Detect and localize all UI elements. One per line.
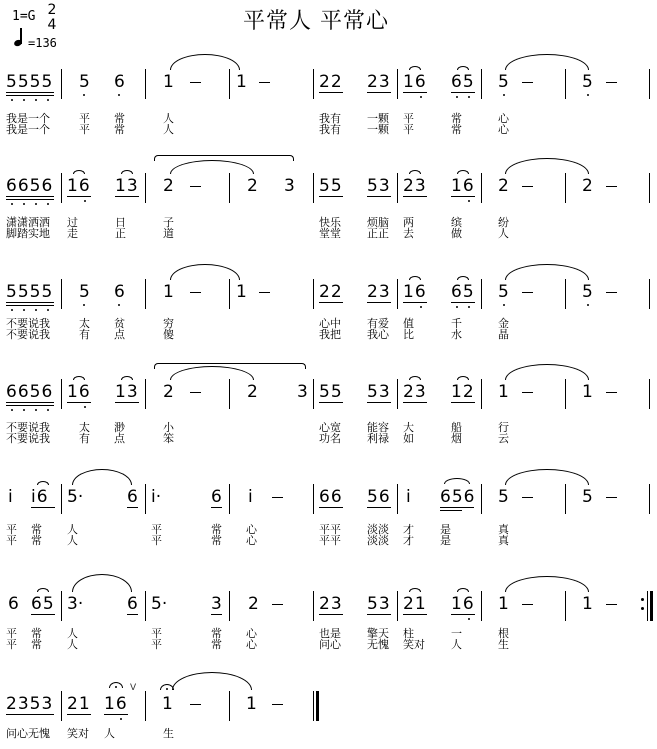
lyric: 柱 (403, 627, 414, 640)
lyric: 水 (451, 328, 462, 341)
lyric: 脚踏实地 (6, 227, 50, 240)
lyric: 常 (31, 523, 42, 536)
note: 3 (297, 382, 308, 402)
lyric: 擎天 (367, 627, 389, 640)
note-group: 16 (67, 176, 91, 196)
time-signature (45, 3, 59, 33)
note-group: 16 (104, 694, 128, 714)
lyric: 才 (403, 523, 414, 536)
lyric: 心宽 (319, 421, 341, 434)
lyric: 潇潇洒洒 (6, 216, 50, 229)
lyric: 点 (114, 328, 125, 341)
note: 1 (246, 694, 257, 714)
time-signature-bottom: 4 (47, 17, 57, 33)
note-group: 22 (319, 72, 343, 92)
lyric: 常 (114, 112, 125, 125)
lyric: 常 (451, 123, 462, 136)
note-group: 21 (403, 594, 427, 614)
lyric: 平平 (319, 523, 341, 536)
lyric: 是 (440, 534, 451, 547)
lyric: 平平 (319, 534, 341, 547)
lyric: 我有 (319, 112, 341, 125)
lyric: 常 (31, 627, 42, 640)
lyric: 金 (498, 317, 509, 330)
lyric: 有 (79, 432, 90, 445)
lyric: 功名 (319, 432, 341, 445)
lyric: 心 (246, 523, 257, 536)
lyric: 平 (79, 123, 90, 136)
lyric: 常 (114, 123, 125, 136)
note: 5· (67, 487, 84, 507)
lyric: 无愧 (367, 638, 389, 651)
lyric: 大 (403, 421, 414, 434)
lyric: 渺 (114, 421, 125, 434)
note: 6 (114, 282, 125, 302)
lyric: 不要说我 (6, 328, 50, 341)
lyric: 两 (403, 216, 414, 229)
lyric: 真 (498, 523, 509, 536)
lyric: 平 (6, 627, 17, 640)
note: 1 (163, 72, 174, 92)
lyric: 如 (403, 432, 414, 445)
note-group: 53 (367, 176, 391, 196)
note: 5 (79, 282, 90, 302)
lyric: 船 (451, 421, 462, 434)
lyric: 道 (163, 227, 174, 240)
lyric: 晶 (498, 328, 509, 341)
note-group: 23 (319, 594, 343, 614)
lyric: 生 (498, 638, 509, 651)
note-group: 56 (367, 487, 391, 507)
note-group: 5555 (6, 72, 54, 92)
lyric: 云 (498, 432, 509, 445)
lyric: 问心 (319, 638, 341, 651)
note: 5 (498, 282, 509, 302)
note-group: 21 (67, 694, 91, 714)
note-group: 22 (319, 282, 343, 302)
lyric: 有 (79, 328, 90, 341)
lyric: 平 (6, 638, 17, 651)
lyric: 常 (211, 627, 222, 640)
lyric: 值 (403, 317, 414, 330)
lyric: 也是 (319, 627, 341, 640)
note-group: 12 (451, 382, 475, 402)
note-group: 2353 (6, 694, 54, 714)
note-group: 6656 (6, 176, 54, 196)
note: 1 (582, 594, 593, 614)
lyric: 有爱 (367, 317, 389, 330)
lyric: 太 (79, 421, 90, 434)
lyric: 人 (451, 638, 462, 651)
lyric: 平 (151, 523, 162, 536)
lyric: 心 (498, 123, 509, 136)
note: 2 (163, 176, 174, 196)
lyric: 人 (67, 638, 78, 651)
lyric: 常 (451, 112, 462, 125)
lyric: 笨 (163, 432, 174, 445)
lyric: 我把 (319, 328, 341, 341)
lyric: 问心无愧 (6, 727, 50, 740)
song-title: 平常人 平常心 (243, 9, 389, 34)
note-group: 55 (319, 176, 343, 196)
lyric: 傻 (163, 328, 174, 341)
lyric: 点 (114, 432, 125, 445)
lyric: 不要说我 (6, 317, 50, 330)
note-group: 23 (403, 176, 427, 196)
note: i (406, 487, 411, 507)
note: 1 (236, 72, 247, 92)
note: i· (151, 487, 162, 507)
lyric: 走 (67, 227, 78, 240)
note: 1 (236, 282, 247, 302)
lyric: 心 (246, 627, 257, 640)
lyric: 太 (79, 317, 90, 330)
note: 6 (8, 594, 19, 614)
lyric: 常 (31, 638, 42, 651)
lyric: 人 (67, 627, 78, 640)
lyric: 我是一个 (6, 112, 50, 125)
lyric: 贫 (114, 317, 125, 330)
lyric: 常 (31, 534, 42, 547)
lyric: 堂堂 (319, 227, 341, 240)
note: 1 (582, 382, 593, 402)
lyric: 人 (104, 727, 115, 740)
lyric: 缤 (451, 216, 462, 229)
note-group: 6656 (6, 382, 54, 402)
lyric: 人 (67, 534, 78, 547)
lyric: 生 (163, 727, 174, 740)
breath-mark-icon: V (130, 683, 137, 693)
note-group: 16 (451, 176, 475, 196)
note: 2 (248, 594, 259, 614)
note-group: 16 (67, 382, 91, 402)
note-group: 5555 (6, 282, 54, 302)
lyric: 心 (246, 638, 257, 651)
lyric: 纷 (498, 216, 509, 229)
lyric: 做 (451, 227, 462, 240)
lyric: 真 (498, 534, 509, 547)
note: 5 (79, 72, 90, 92)
lyric: 我有 (319, 123, 341, 136)
lyric: 心 (246, 534, 257, 547)
note: 1 (163, 282, 174, 302)
note-group: 13 (115, 176, 139, 196)
note-group: 13 (115, 382, 139, 402)
lyric: 平 (6, 523, 17, 536)
lyric: 正正 (367, 227, 389, 240)
lyric: 平 (151, 627, 162, 640)
lyric: 比 (403, 328, 414, 341)
lyric: 子 (163, 216, 174, 229)
note-group: 65 (451, 72, 475, 92)
lyric: 烟 (451, 432, 462, 445)
lyric: 过 (67, 216, 78, 229)
note: 5 (582, 487, 593, 507)
lyric: 笑对 (403, 638, 425, 651)
lyric: 平 (403, 123, 414, 136)
lyric: 笑对 (67, 727, 89, 740)
lyric: 我心 (367, 328, 389, 341)
note-group: 23 (403, 382, 427, 402)
lyric: 不要说我 (6, 421, 50, 434)
lyric: 一颗 (367, 112, 389, 125)
note: 3· (67, 594, 84, 614)
lyric: 平 (151, 534, 162, 547)
note: 5 (582, 282, 593, 302)
note: 1 (162, 694, 173, 714)
lyric: 我是一个 (6, 123, 50, 136)
note-group: 65 (451, 282, 475, 302)
quarter-note-head-icon (13, 39, 23, 47)
lyric: 小 (163, 421, 174, 434)
lyric: 人 (163, 112, 174, 125)
note: 3 (284, 176, 295, 196)
lyric: 正 (115, 227, 126, 240)
lyric: 千 (451, 317, 462, 330)
note: 6 (211, 487, 222, 507)
lyric: 平 (403, 112, 414, 125)
lyric: 穷 (163, 317, 174, 330)
lyric: 一 (451, 627, 462, 640)
note-group: 16 (451, 594, 475, 614)
note: 2 (247, 382, 258, 402)
note: 6 (114, 72, 125, 92)
note: 5 (498, 487, 509, 507)
lyric: 淡淡 (367, 523, 389, 536)
note-group: 16 (403, 72, 427, 92)
note-group: 66 (319, 487, 343, 507)
lyric: 一颗 (367, 123, 389, 136)
lyric: 淡淡 (367, 534, 389, 547)
note: 5 (498, 72, 509, 92)
lyric: 常 (211, 638, 222, 651)
lyric: 平 (6, 534, 17, 547)
note: 5· (151, 594, 168, 614)
lyric: 平 (151, 638, 162, 651)
note: 2 (163, 382, 174, 402)
note-group: 55 (319, 382, 343, 402)
note: 2 (498, 176, 509, 196)
tempo-value: =136 (28, 36, 57, 50)
lyric: 人 (67, 523, 78, 536)
lyric: 根 (498, 627, 509, 640)
lyric: 烦脑 (367, 216, 389, 229)
lyric: 常 (211, 523, 222, 536)
lyric: 快乐 (319, 216, 341, 229)
note-group: 23 (367, 72, 391, 92)
note: 6 (127, 594, 138, 614)
note: i (8, 487, 13, 507)
note: 1 (498, 594, 509, 614)
note-group: 53 (367, 382, 391, 402)
lyric: 行 (498, 421, 509, 434)
lyric: 是 (440, 523, 451, 536)
note-group: 656 (440, 487, 476, 507)
note-group: 65 (31, 594, 55, 614)
lyric: 心中 (319, 317, 341, 330)
lyric: 能容 (367, 421, 389, 434)
note: i (248, 487, 253, 507)
lyric: 不要说我 (6, 432, 50, 445)
note: 6 (127, 487, 138, 507)
note: 3 (211, 594, 222, 614)
note: 1 (498, 382, 509, 402)
lyric: 人 (498, 227, 509, 240)
lyric: 去 (403, 227, 414, 240)
lyric: 心 (498, 112, 509, 125)
note-group: i6 (31, 487, 49, 507)
note-group: 23 (367, 282, 391, 302)
note-group: 53 (367, 594, 391, 614)
time-signature-top: 2 (47, 2, 57, 18)
key-signature: 1=G (12, 9, 36, 24)
note: 2 (247, 176, 258, 196)
lyric: 才 (403, 534, 414, 547)
lyric: 平 (79, 112, 90, 125)
note-group: 16 (403, 282, 427, 302)
note: 5 (582, 72, 593, 92)
lyric: 人 (163, 123, 174, 136)
lyric: 利禄 (367, 432, 389, 445)
lyric: 常 (211, 534, 222, 547)
lyric: 日 (115, 216, 126, 229)
note: 2 (582, 176, 593, 196)
